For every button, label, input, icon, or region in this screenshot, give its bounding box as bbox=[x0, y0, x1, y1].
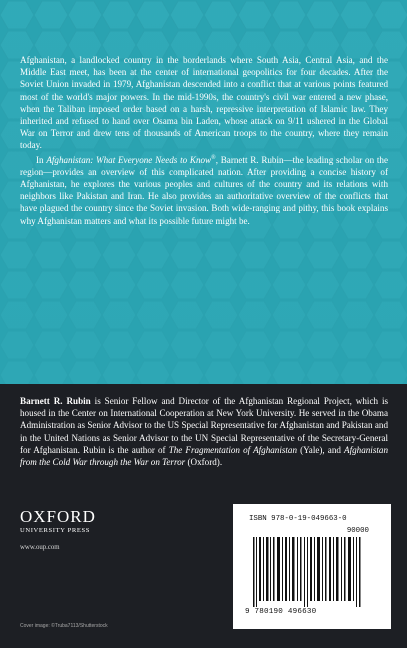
blurb-paragraph-2 bbox=[20, 152, 388, 227]
registered-mark: ® bbox=[211, 154, 216, 161]
blurb-p2-prefix: In bbox=[36, 154, 47, 165]
publisher-name: OXFORD bbox=[20, 507, 96, 526]
bio-text-2: (Yale), and bbox=[297, 444, 345, 455]
publisher-url: www.oup.com bbox=[20, 544, 60, 551]
bio-book-1: The Fragmentation of Afghanistan bbox=[168, 444, 298, 455]
book-title: Afghanistan: What Everyone Needs to Know bbox=[46, 154, 212, 165]
description-blurb bbox=[20, 54, 388, 227]
barcode-digits: 9 780190 496630 bbox=[245, 608, 317, 616]
bio-book-2: Afghanistan from the Cold War through the War on Terror bbox=[20, 444, 388, 468]
blurb-paragraph-1: Afghanistan, a landlocked country in the borderlands where South Asia, Central Asia, and the Middle East meet, has been at the center of international geopolitics for four decades. After the Soviet Union invaded in 1979, Afghanistan descended into a conflict that at various points featured most of the world's major powers. In the mid-1990s, the country's civil war entered a new phase, when the Taliban imposed order based on a harsh, repressive interpretation of Islamic law. They inherited and refused to hand over Osama bin Laden, whose attack on 9/11 ushered in the Global War on Terror and drew tens of thousands of American troops to the country, where they remain today. bbox=[20, 55, 388, 151]
isbn-label: ISBN 978-0-19-049663-0 bbox=[249, 515, 347, 523]
barcode-bars bbox=[249, 537, 379, 607]
publisher-subtitle: UNIVERSITY PRESS bbox=[20, 527, 90, 534]
cover-image-credit: Cover image: ©Truba7113/Shutterstock bbox=[20, 623, 108, 629]
publisher-logo bbox=[20, 508, 96, 534]
author-name: Barnett R. Rubin bbox=[20, 396, 91, 406]
barcode bbox=[233, 504, 391, 629]
bio-text-3: (Oxford). bbox=[185, 457, 223, 468]
dark-panel bbox=[0, 384, 407, 648]
blurb-p2-rest: , Barnett R. Rubin—the leading scholar on the region—provides an overview of this complicated nation. After providing a concise history of Afghanistan, he explores the various peoples and cultures of the country and its relations with neighbors like Pakistan and Iran. He also provides an authoritative overview of the conflicts that have plagued the country since the Soviet invasion. Both wide-ranging and pithy, this book explains why Afghanistan matters and what its possible future might be. bbox=[20, 154, 388, 226]
author-bio bbox=[20, 395, 388, 468]
price-code: 90000 bbox=[346, 527, 369, 535]
bio-text-1: is Senior Fellow and Director of the Afghanistan Regional Project, which is housed in the Center on International Cooperation at New York University. He served in the Obama Administration as Senior Advisor to the US Special Representative for Afghanistan and Pakistan and in the United Nations as Senior Advisor to the UN Special Representative of the Secretary-General for Afghanistan. Rubin is the author of bbox=[20, 396, 389, 455]
